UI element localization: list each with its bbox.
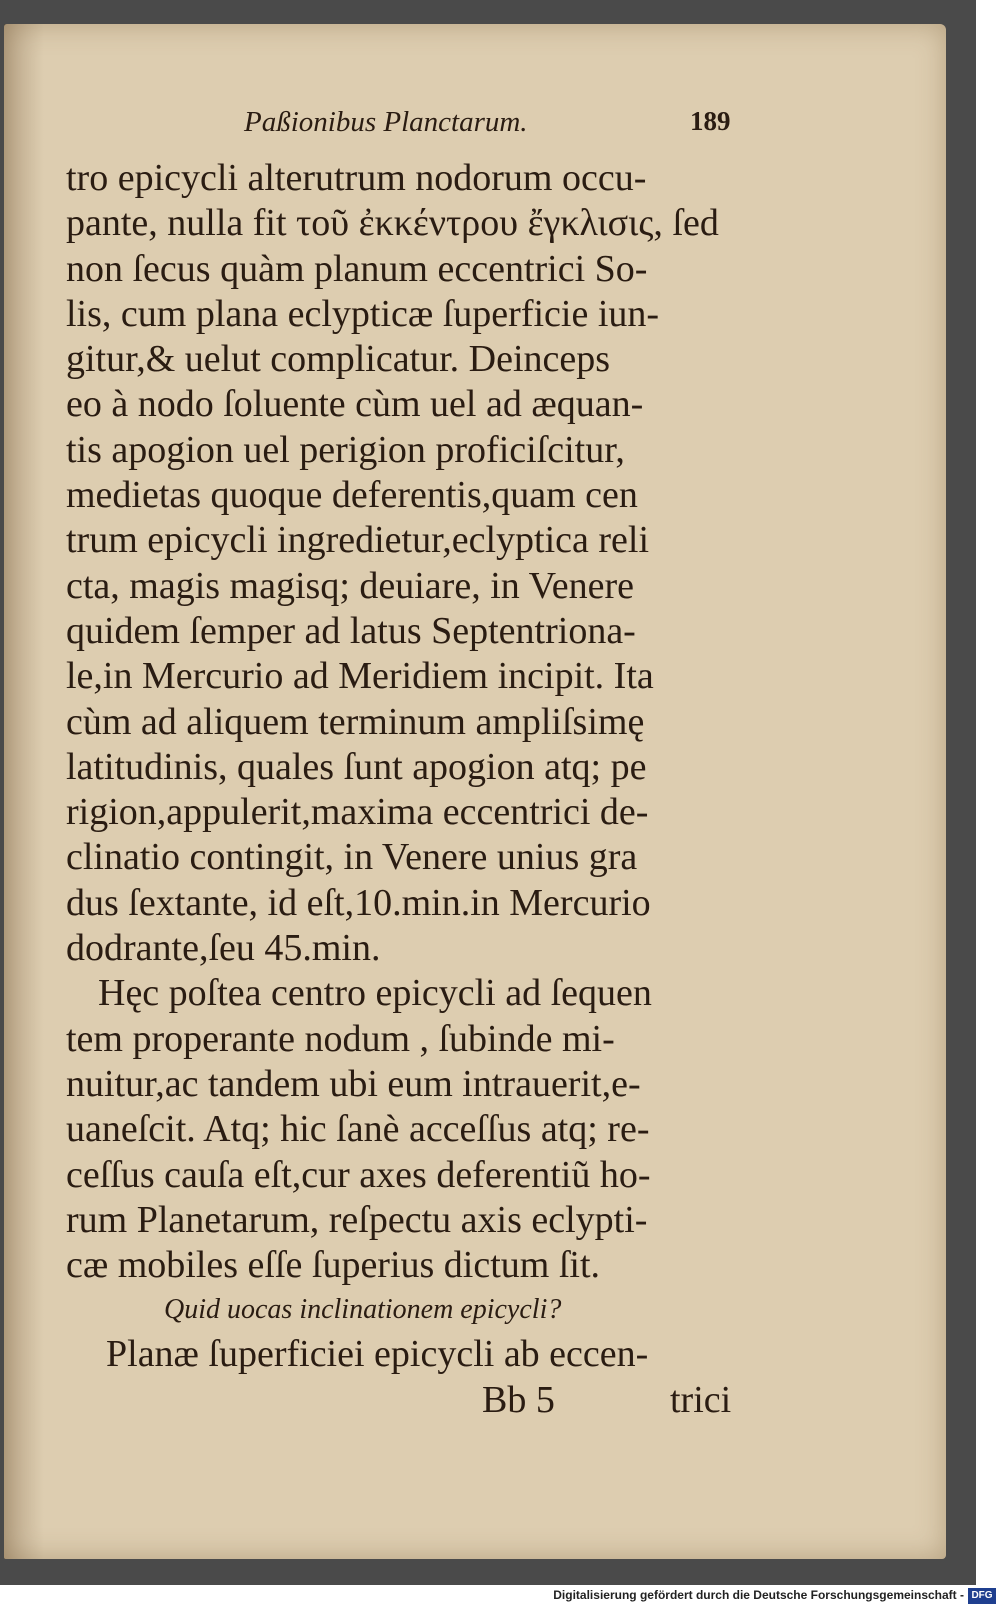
text-line-14: latitudinis, quales ſunt apogion atq; pe (66, 745, 647, 788)
credit-bar (0, 1585, 1000, 1607)
text-line-8: medietas quoque deferentis,quam cen (66, 474, 638, 517)
dfg-logo: DFG (968, 1588, 996, 1604)
text-line-9: trum epicycli ingredietur,eclyptica reli (66, 519, 650, 562)
text-line-10: cta, magis magisq; deuiare, in Venere (66, 564, 635, 607)
paragraph-2-line-5: ceſſus cauſa eſt,cur axes deferentiũ ho- (66, 1153, 651, 1196)
text-line-13: cùm ad aliquem terminum ampliſsimę (66, 700, 645, 743)
text-line-12: le,in Mercurio ad Meridiem incipit. Ita (66, 655, 654, 698)
text-line-18: dodrante,ſeu 45.min. (66, 927, 381, 970)
page-number: 189 (690, 106, 731, 136)
paragraph-2-line-2: tem properante nodum , ſubinde mi- (66, 1017, 615, 1060)
page-footer (66, 1378, 746, 1423)
spine-shadow (4, 24, 44, 1559)
text-line-17: dus ſextante, id eſt,10.min.in Mercurio (66, 881, 651, 924)
signature-mark: Bb 5 (482, 1378, 555, 1421)
paragraph-2-line-4: uaneſcit. Atq; hic ſanè acceſſus atq; re- (66, 1108, 650, 1151)
paragraph-2-line-3: nuitur,ac tandem ubi eum intrauerit,e- (66, 1062, 641, 1105)
credit-text: Digitalisierung gefördert durch die Deutsche Forschungsgemeinschaft - (553, 1588, 964, 1602)
text-line-2: pante, nulla fit τοῦ ἐκκέντρου ἔγκλισις, ſed (66, 202, 719, 245)
text-line-11: quidem ſemper ad latus Septentriona- (66, 609, 636, 652)
question-heading: Quid uocas inclinationem epicycli? (164, 1294, 562, 1326)
text-line-15: rigion,appulerit,maxima eccentrici de- (66, 791, 649, 834)
body-text (66, 156, 746, 1423)
paragraph-2-line-7: cæ mobiles eſſe ſuperius dictum ſit. (66, 1244, 601, 1287)
text-line-7: tis apogion uel perigion proficiſcitur, (66, 428, 625, 471)
text-line-6: eo à nodo ſoluente cùm uel ad æquan- (66, 383, 644, 426)
text-line-5: gitur,& uelut complicatur. Deinceps (66, 338, 611, 381)
page-header (4, 106, 946, 146)
paragraph-2-line-1: Hęc poſtea centro epicycli ad ſequen (98, 972, 652, 1015)
text-line-4: lis, cum plana eclypticæ ſuperficie iun- (66, 292, 660, 335)
text-line-1: tro epicycli alterutrum nodorum occu- (66, 157, 647, 199)
text-line-3: non ſecus quàm planum eccentrici So- (66, 247, 648, 290)
text-line-16: clinatio contingit, in Venere unius gra (66, 836, 638, 879)
answer-line: Planæ ſuperficiei epicycli ab eccen- (106, 1333, 649, 1376)
catchword: trici (670, 1378, 732, 1421)
running-title: Paßionibus Planctarum. (244, 106, 528, 138)
book-page (4, 24, 946, 1559)
paragraph-2-line-6: rum Planetarum, reſpectu axis eclypti- (66, 1198, 648, 1241)
